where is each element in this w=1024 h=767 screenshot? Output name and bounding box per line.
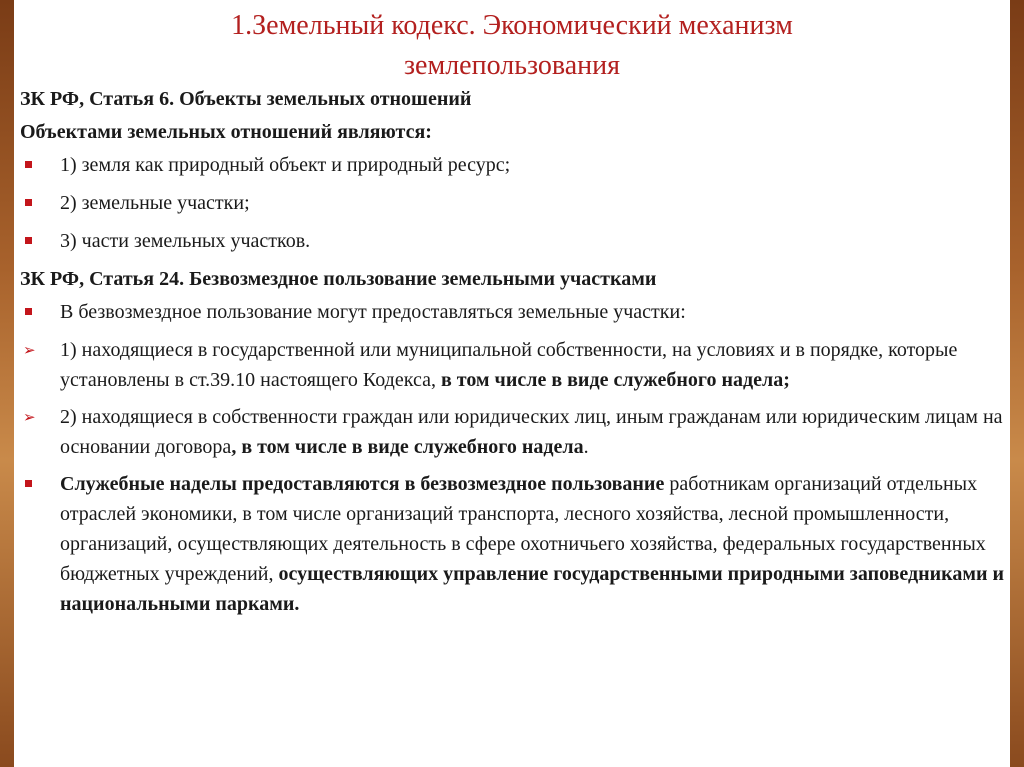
list-item [20, 297, 1010, 328]
list-item [20, 335, 1010, 395]
article24-final-bold1: Служебные наделы предоставляются в безвозмездное пользование [60, 473, 665, 495]
article6-item-3: 3) части земельных участков. [60, 230, 311, 252]
article24-sub2-end: . [583, 436, 589, 458]
arrow-bullet-icon: ➢ [23, 341, 36, 359]
square-bullet-icon [25, 480, 32, 487]
article24-sub2-text: 2) находящиеся в собственности граждан или юридических лиц, иным гражданам или юридическим лицам на основании договора [60, 406, 1003, 458]
list-item [20, 402, 1010, 462]
square-bullet-icon [25, 237, 32, 244]
square-bullet-icon [25, 161, 32, 168]
square-bullet-icon [25, 308, 32, 315]
article24-heading: ЗК РФ, Статья 24. Безвозмездное пользование земельными участками [20, 268, 657, 290]
list-item [20, 150, 1010, 181]
list-item [20, 226, 1010, 257]
arrow-bullet-icon: ➢ [23, 408, 36, 426]
article6-intro: Объектами земельных отношений являются: [20, 121, 432, 143]
article6-item-1: 1) земля как природный объект и природный ресурс; [60, 154, 511, 176]
slide-title-line2: землепользования [404, 50, 620, 81]
article24-intro: В безвозмездное пользование могут предоставляться земельные участки: [60, 301, 686, 323]
article6-heading: ЗК РФ, Статья 6. Объекты земельных отношений [20, 88, 472, 110]
article24-sub1-text: 1) находящиеся в государственной или муниципальной собственности, на условиях и в порядке, которые установлены в ст.39.10 настоящего Кодекса, [60, 339, 958, 391]
slide-title [62, 6, 962, 86]
square-bullet-icon [25, 199, 32, 206]
article24-sub1-bold: в том числе в виде служебного надела; [440, 369, 790, 391]
article24-sub2-bold: , в том числе в виде служебного надела [231, 436, 584, 458]
article24-final-bold2: осуществляющих управление государственными природными заповедниками и национальными парками. [60, 563, 1005, 615]
article24-final-text: работникам организаций отдельных отраслей экономики, в том числе организаций транспорта, лесного хозяйства, лесной промышленности, организаций, осуществляющих деятельность в сфере охотничьего хозяйства, федеральных государственных бюджетных учреждений, [60, 473, 986, 585]
list-item [20, 188, 1010, 219]
list-item [20, 469, 1010, 619]
slide-title-line1: 1.Земельный кодекс. Экономический механизм [231, 10, 793, 41]
article6-item-2: 2) земельные участки; [60, 192, 250, 214]
slide-content [20, 84, 1010, 626]
